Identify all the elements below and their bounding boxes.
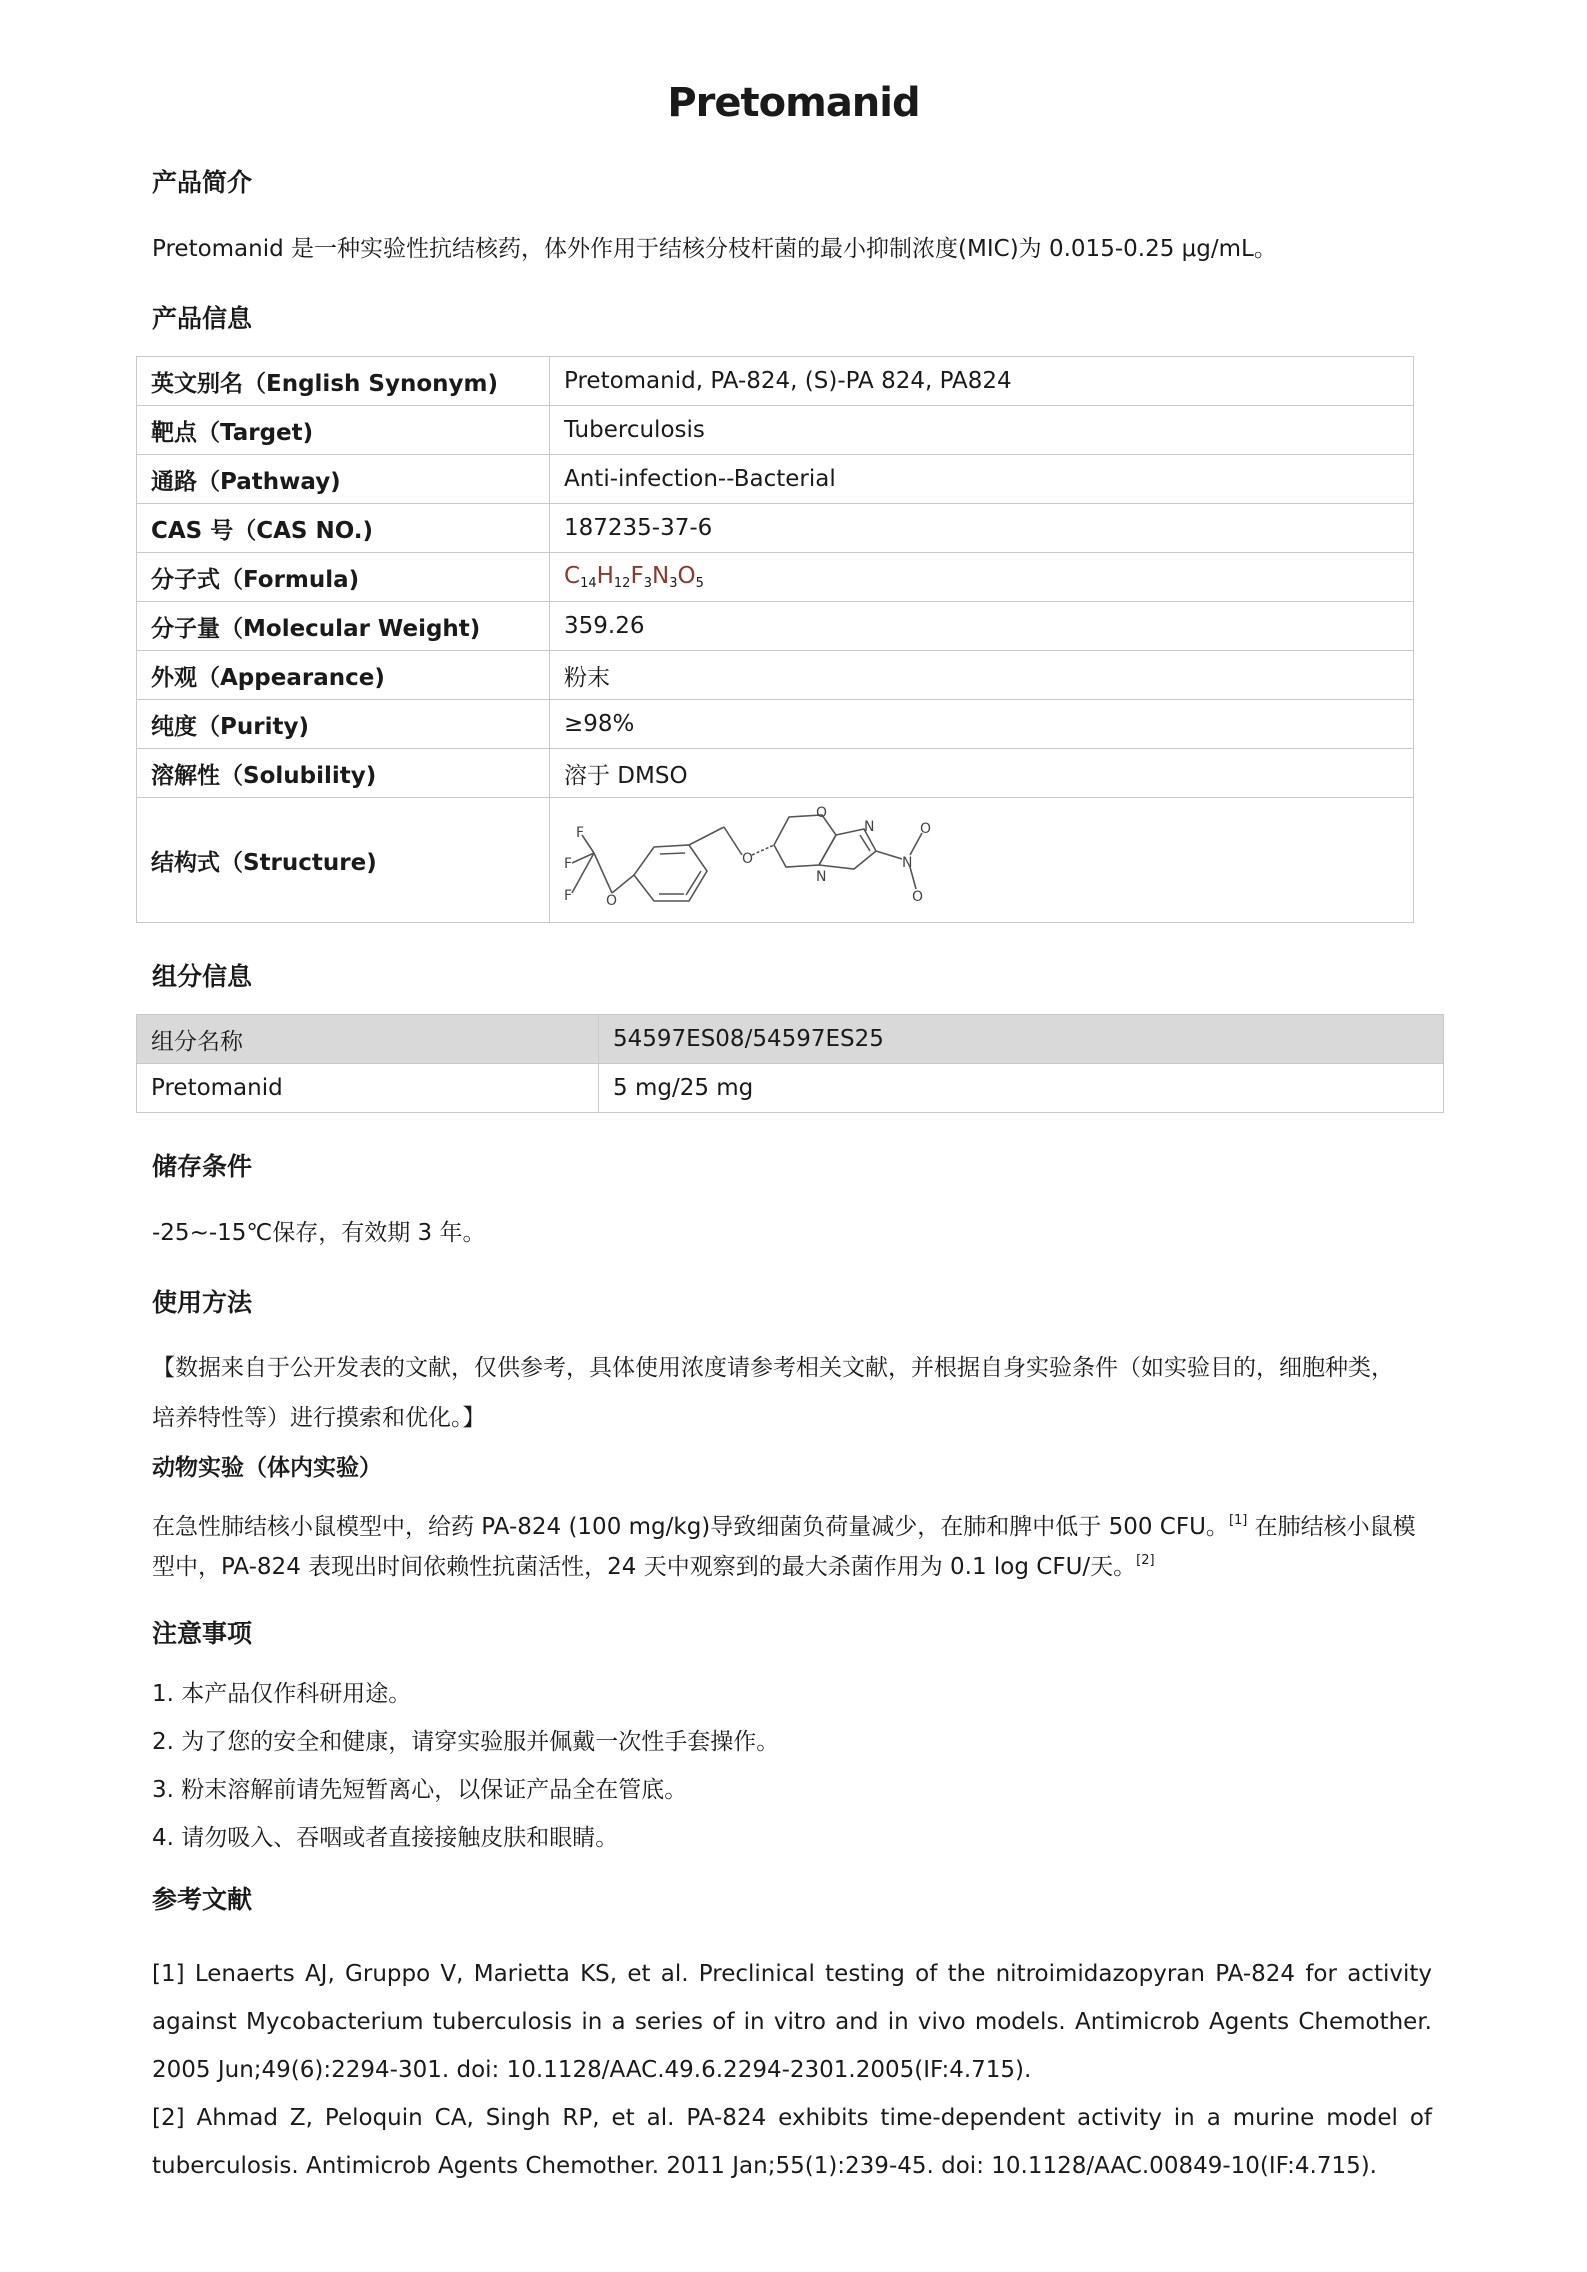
info-key: 外观（Appearance): [137, 651, 550, 700]
info-row-appearance: [137, 651, 1414, 700]
bond: [876, 851, 902, 859]
formula-count: 5: [695, 576, 704, 591]
formula-value: [550, 553, 1414, 602]
info-value: 187235-37-6: [550, 504, 1414, 553]
animal-text: 型中，PA-824 表现出时间依赖性抗菌活性，24 天中观察到的最大杀菌作用为 0.1 log CFU/天。: [152, 1554, 1137, 1580]
page-title: Pretomanid: [667, 80, 920, 126]
info-row-cas: [137, 504, 1414, 553]
oxazine-ring: [774, 815, 836, 867]
info-key: CAS 号（CAS NO.): [137, 504, 550, 553]
info-value: 溶于 DMSO: [550, 749, 1414, 798]
info-row-target: [137, 406, 1414, 455]
info-value: 粉末: [550, 651, 1414, 700]
atom-label: N: [864, 819, 875, 835]
citation-2: [2]: [1136, 1553, 1155, 1568]
animal-experiment-heading: 动物实验（体内实验）: [152, 1455, 382, 1481]
bond: [594, 853, 612, 893]
formula-element: F: [630, 563, 644, 589]
chemical-structure-diagram: [564, 805, 1024, 915]
stereo-bond: [752, 845, 774, 855]
info-key: 结构式（Structure): [137, 798, 550, 923]
components-row: [137, 1064, 1444, 1113]
info-row-pathway: [137, 455, 1414, 504]
info-row-mw: [137, 602, 1414, 651]
formula-count: 3: [643, 576, 652, 591]
double-bond: [660, 853, 685, 854]
info-row-purity: [137, 700, 1414, 749]
components-header-row: [137, 1015, 1444, 1064]
formula-element: N: [651, 563, 670, 589]
info-key: 英文别名（English Synonym): [137, 357, 550, 406]
column-header: 54597ES08/54597ES25: [599, 1015, 1444, 1064]
usage-heading: 使用方法: [152, 1288, 253, 1317]
reference-item: [2] Ahmad Z, Peloquin CA, Singh RP, et al. PA-824 exhibits time-dependent activity in a murine model of tuberculosis. Antimicrob Agents Chemother. 2011 Jan;55(1):239-45. doi: 10.1128/AAC.00849-10(IF:4.715).: [152, 2105, 1432, 2179]
bond: [689, 827, 724, 845]
note-item: 1. 本产品仅作科研用途。: [152, 1681, 412, 1707]
note-item: 3. 粉末溶解前请先短暂离心，以保证产品全在管底。: [152, 1777, 688, 1803]
info-key: 溶解性（Solubility): [137, 749, 550, 798]
atom-label: N: [816, 869, 827, 885]
info-heading: 产品信息: [152, 304, 253, 333]
components-table: [136, 1014, 1444, 1113]
bond: [572, 853, 594, 893]
info-key: 分子式（Formula): [137, 553, 550, 602]
notes-heading: 注意事项: [152, 1619, 253, 1648]
imidazole-ring: [819, 829, 876, 869]
atom-label: O: [920, 821, 932, 837]
info-row-formula: [137, 553, 1414, 602]
info-key: 纯度（Purity): [137, 700, 550, 749]
animal-text: 在急性肺结核小鼠模型中，给药 PA-824 (100 mg/kg)导致细菌负荷量减少，在肺和脾中低于 500 CFU。: [152, 1514, 1229, 1540]
atom-label: F: [564, 856, 573, 872]
bond: [724, 827, 742, 855]
molecular-formula: [564, 563, 704, 589]
intro-text: Pretomanid 是一种实验性抗结核药，体外作用于结核分枝杆菌的最小抑制浓度(MIC)为 0.015-0.25 μg/mL。: [152, 236, 1277, 262]
intro-heading: 产品简介: [152, 168, 253, 197]
usage-note-line1: 【数据来自于公开发表的文献，仅供参考，具体使用浓度请参考相关文献，并根据自身实验条件（如实验目的，细胞种类，: [152, 1355, 1394, 1381]
info-row-solubility: [137, 749, 1414, 798]
atom-label: O: [816, 805, 828, 821]
info-key: 分子量（Molecular Weight): [137, 602, 550, 651]
structure-cell: [550, 798, 1414, 923]
components-heading: 组分信息: [152, 962, 253, 991]
notes-list: [152, 1670, 779, 1862]
atom-label: O: [742, 851, 754, 867]
info-value: Pretomanid, PA-824, (S)-PA 824, PA824: [550, 357, 1414, 406]
animal-text: 在肺结核小鼠模: [1247, 1514, 1416, 1540]
reference-item: [1] Lenaerts AJ, Gruppo V, Marietta KS, et al. Preclinical testing of the nitroimidazopyran PA-824 for activity against Mycobacterium tuberculosis in a series of in vitro and in vivo models. Antimicrob Agents Chemother. 2005 Jun;49(6):2294-301. doi: 10.1128/AAC.49.6.2294-2301.2005(IF:4.715).: [152, 1961, 1432, 2083]
bond: [612, 875, 634, 893]
double-bond: [686, 871, 701, 895]
formula-element: C: [564, 563, 581, 589]
storage-text: -25~-15℃保存，有效期 3 年。: [152, 1220, 486, 1246]
info-value: Tuberculosis: [550, 406, 1414, 455]
formula-count: 12: [613, 576, 631, 591]
animal-text-line2: [152, 1540, 1155, 1588]
info-value: 359.26: [550, 602, 1414, 651]
references-heading: 参考文献: [152, 1885, 253, 1914]
column-header: 组分名称: [137, 1015, 599, 1064]
info-row-structure: [137, 798, 1414, 923]
component-amount: 5 mg/25 mg: [599, 1064, 1444, 1113]
info-value: Anti-infection--Bacterial: [550, 455, 1414, 504]
note-item: 2. 为了您的安全和健康，请穿实验服并佩戴一次性手套操作。: [152, 1729, 780, 1755]
formula-count: 3: [669, 576, 678, 591]
atom-label: F: [576, 825, 585, 841]
product-info-table: [136, 356, 1414, 923]
component-name: Pretomanid: [137, 1064, 599, 1113]
atom-label: F: [564, 888, 573, 904]
atom-label: N: [902, 855, 913, 871]
info-key: 靶点（Target): [137, 406, 550, 455]
note-item: 4. 请勿吸入、吞咽或者直接接触皮肤和眼睛。: [152, 1825, 619, 1851]
formula-element: H: [596, 563, 614, 589]
references-list: [152, 1950, 1432, 2190]
storage-heading: 储存条件: [152, 1152, 253, 1181]
info-row-synonym: [137, 357, 1414, 406]
formula-element: O: [677, 563, 696, 589]
info-key: 通路（Pathway): [137, 455, 550, 504]
info-value: ≥98%: [550, 700, 1414, 749]
formula-count: 14: [580, 576, 597, 591]
citation-1: [1]: [1228, 1513, 1248, 1528]
usage-note-line2: 培养特性等）进行摸索和优化。】: [152, 1405, 486, 1431]
atom-label: O: [606, 893, 618, 909]
atom-label: O: [912, 889, 924, 905]
